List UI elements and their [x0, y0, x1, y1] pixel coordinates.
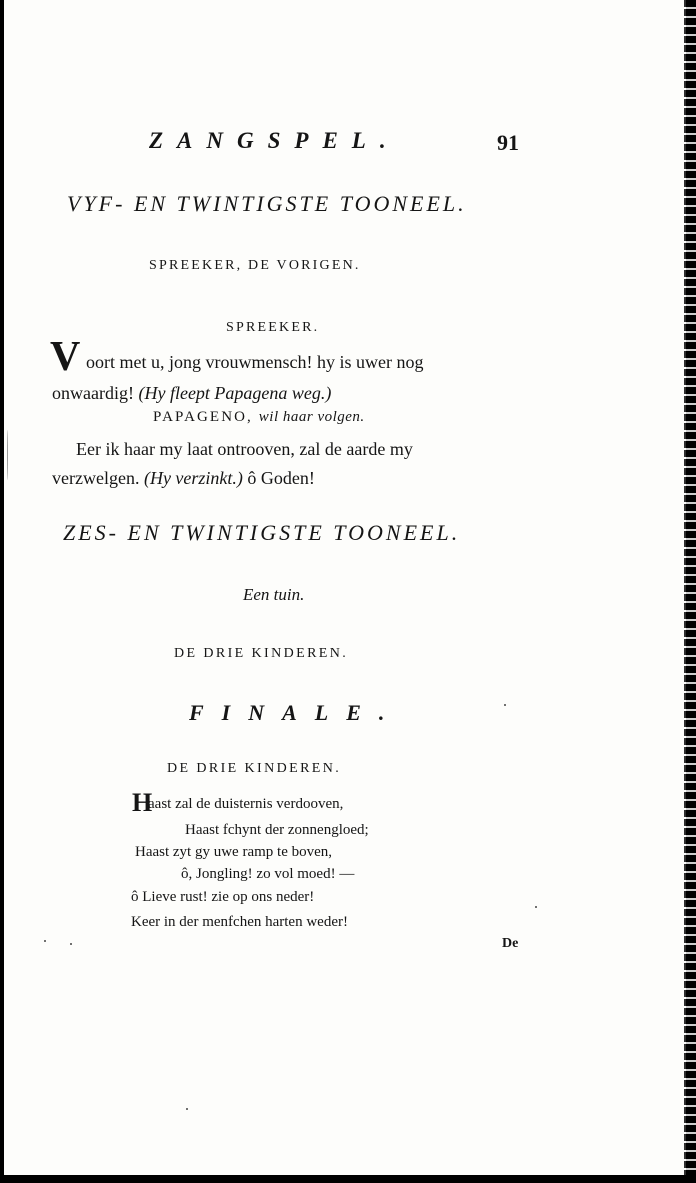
- drop-cap: V: [50, 334, 81, 380]
- ink-speck: [535, 906, 537, 908]
- ink-speck: [186, 1108, 188, 1110]
- scene-25-cast: SPREEKER, DE VORIGEN.: [149, 258, 361, 273]
- speech-2-text-b: ô Goden!: [247, 468, 315, 488]
- scene-setting: Een tuin.: [243, 585, 305, 604]
- scan-bottom-edge: [0, 1175, 696, 1183]
- stage-direction-2: (Hy verzinkt.): [143, 468, 243, 488]
- finale-speaker: DE DRIE KINDEREN.: [167, 761, 342, 776]
- speaker-papageno: [153, 409, 365, 426]
- speaker-name: PAPAGENO,: [153, 409, 253, 425]
- catchword: De: [502, 936, 519, 951]
- scan-edge: [684, 0, 696, 1183]
- speech-1-text: onwaardig!: [52, 383, 134, 403]
- verse-line: ô Lieve rust! zie op ons neder!: [131, 889, 315, 905]
- verse-line: Haast zyt gy uwe ramp te boven,: [135, 844, 333, 860]
- verse-line: Keer in der menfchen harten weder!: [131, 914, 348, 930]
- running-title: ZANGSPEL.: [149, 128, 400, 153]
- page-number: 91: [497, 130, 519, 155]
- finale-title: FINALE.: [189, 700, 403, 725]
- ink-speck: [504, 704, 506, 706]
- ink-speck: [44, 940, 46, 942]
- scene-25-heading: VYF- EN TWINTIGSTE TOONEEL.: [67, 191, 467, 216]
- speech-2-line-2: [52, 468, 315, 489]
- book-page: [4, 0, 686, 1175]
- ink-speck: [70, 943, 72, 945]
- speech-1-line-1: oort met u, jong vrouwmensch! hy is uwer nog: [86, 352, 424, 372]
- speech-2-text-a: verzwelgen.: [52, 468, 140, 488]
- verse-line: ô, Jongling! zo vol moed! —: [181, 866, 355, 882]
- margin-mark: [7, 430, 8, 480]
- verse-line: Haast fchynt der zonnengloed;: [185, 822, 369, 838]
- speech-2-line-1: Eer ik haar my laat ontrooven, zal de aarde my: [76, 439, 413, 459]
- stage-direction-1: (Hy fleept Papagena weg.): [138, 383, 332, 403]
- speaker-spreeker: SPREEKER.: [226, 320, 320, 335]
- speaker-direction: wil haar volgen.: [258, 409, 365, 425]
- scene-26-heading: ZES- EN TWINTIGSTE TOONEEL.: [63, 520, 461, 545]
- verse-line: aast zal de duisternis verdooven,: [148, 796, 344, 812]
- speech-1-line-2: [52, 383, 331, 404]
- verse-initial: H: [132, 788, 153, 817]
- scene-26-cast: DE DRIE KINDEREN.: [174, 646, 349, 661]
